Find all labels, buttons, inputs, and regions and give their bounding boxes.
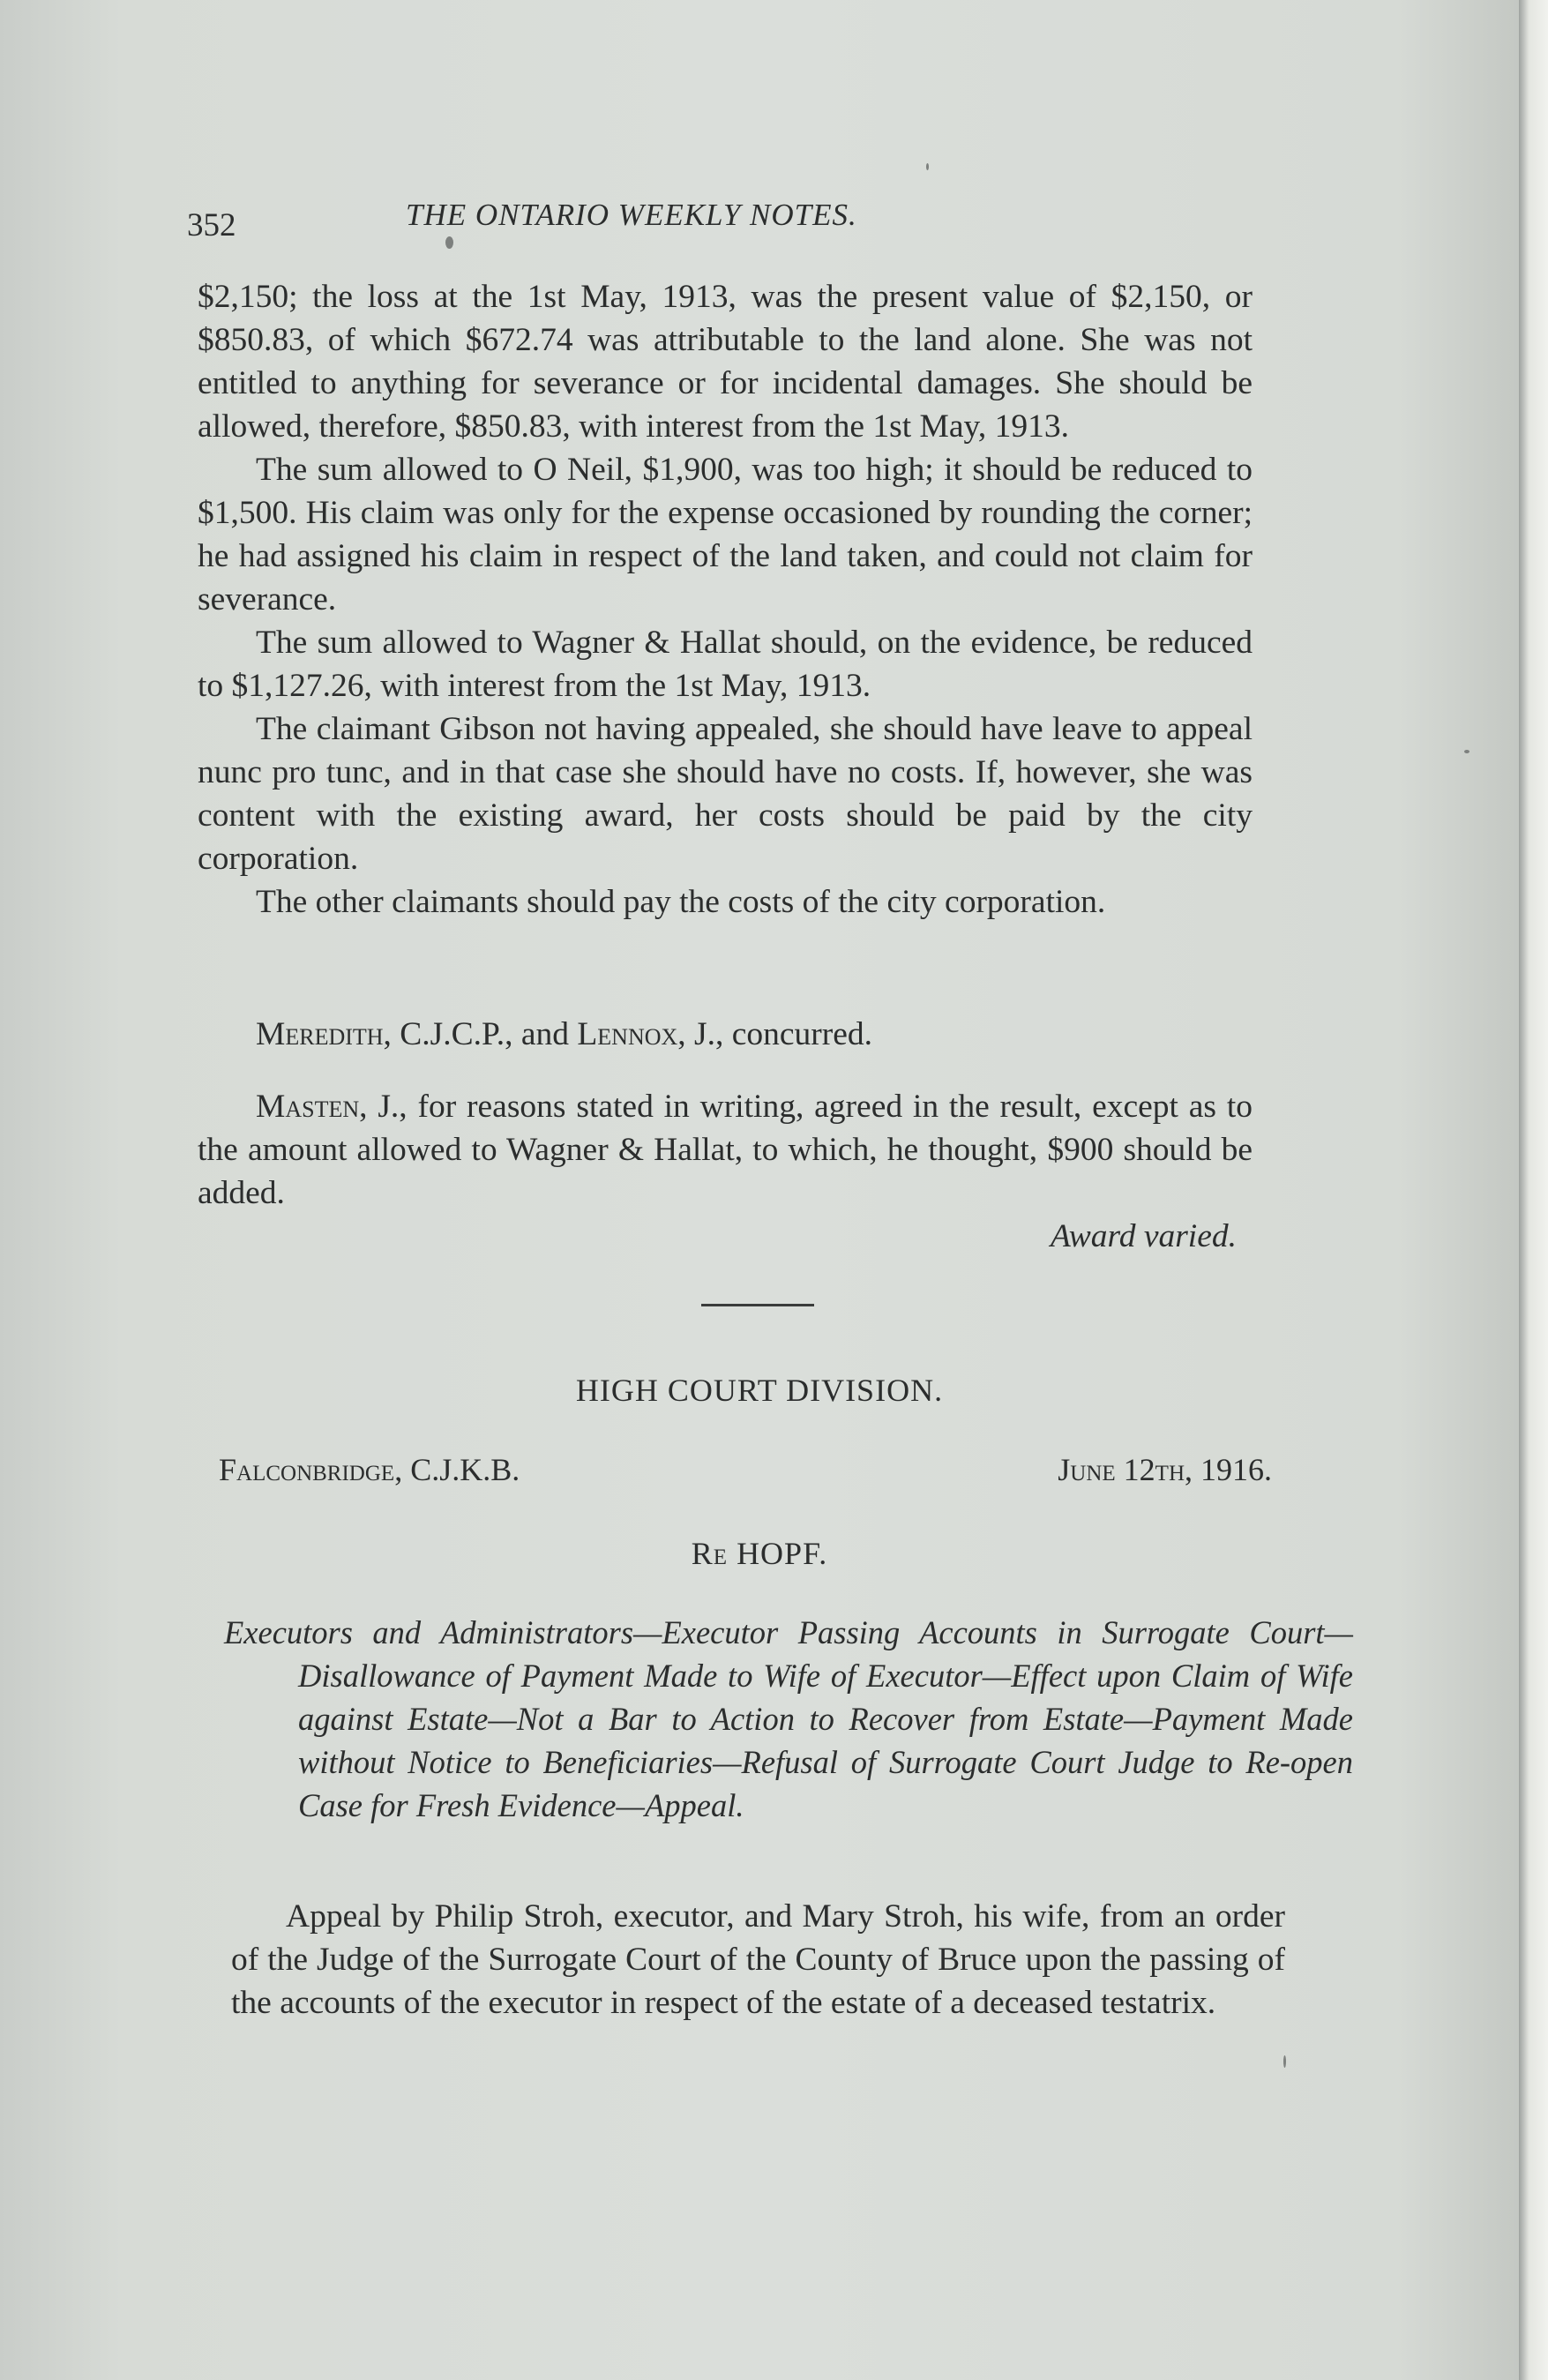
division-title: HIGH COURT DIVISION.	[575, 1373, 944, 1408]
concurrence-block	[198, 1013, 1253, 1056]
concurrence-line	[198, 1013, 1253, 1056]
paragraph: The sum allowed to Wagner & Hallat should, on the evidence, be reduced to $1,127.26, with interest from the 1st May, 1913.	[198, 625, 1253, 704]
ink-speck	[1283, 2055, 1286, 2068]
running-head: THE ONTARIO WEEKLY NOTES.	[406, 198, 857, 232]
masten-block	[198, 1085, 1253, 1258]
ink-speck	[1464, 750, 1469, 753]
appeal-paragraph: Appeal by Philip Stroh, executor, and Mary Stroh, his wife, from an order of the Judge of the Surrogate Court of the County of Bruce upon the passing of the accounts of the executor in respect of the estate of a deceased testatrix.	[231, 1898, 1285, 2021]
judgment-date	[1058, 1451, 1272, 1488]
case-prefix: Re	[691, 1536, 729, 1571]
paragraph: $2,150; the loss at the 1st May, 1913, was the present value of $2,150, or $850.83, of which $672.74 was attributable to the land alone. She was not entitled to anything for severance or for incidental damages. She should be allowed, therefore, $850.83, with interest from the 1st May, 1913.	[198, 279, 1253, 445]
masten-rest: , J., for reasons stated in writing, agreed in the result, except as to the amount allowed to Wagner & Hallat, to which, he thought, $900 should be added.	[198, 1089, 1253, 1211]
headnote: Executors and Administrators—Executor Passing Accounts in Surrogate Court—Disallowance of Payment Made to Wife of Executor—Effect upon Claim of Wife against Estate—Not a Bar to Action to Recover from Estate—Payment Made without Notice to Beneficiaries—Refusal of Surrogate Court Judge to Re-open Case for Fresh Evidence—Appeal.	[224, 1614, 1353, 1823]
masten-paragraph	[198, 1085, 1253, 1215]
paragraph: The sum allowed to O Neil, $1,900, was too high; it should be reduced to $1,500. His claim was only for the expense occasioned by rounding the corner; he had assigned his claim in respect of the land taken, and could not claim for severance.	[198, 452, 1253, 617]
judge-name: Falconbridge	[219, 1452, 395, 1487]
ink-speck	[926, 163, 929, 170]
concurrence-rest: , J., concurred.	[677, 1016, 873, 1052]
ink-speck	[445, 236, 453, 249]
judge-title: , C.J.C.P., and	[383, 1016, 578, 1052]
case-title	[0, 1535, 1519, 1572]
page-header	[187, 198, 1272, 251]
result-line: Award varied.	[1050, 1218, 1237, 1254]
judgment-text	[198, 275, 1253, 924]
page-number: 352	[187, 207, 236, 243]
judge-name: Masten	[256, 1089, 360, 1125]
paragraph: The other claimants should pay the costs of the city corporation.	[256, 884, 1106, 920]
judge-name: Meredith	[256, 1016, 384, 1052]
date-month: June	[1058, 1452, 1116, 1487]
judge-title: , C.J.K.B.	[394, 1452, 520, 1487]
paragraph: The claimant Gibson not having appealed, she should have leave to appeal nunc pro tunc, and in that case she should have no costs. If, however, she was content with the existing award, her costs should be paid by the city corporation.	[198, 711, 1253, 877]
judge-attribution	[219, 1451, 520, 1488]
case-name: HOPF.	[728, 1536, 828, 1571]
section-divider	[701, 1304, 814, 1306]
page-edge	[1519, 0, 1548, 2380]
judge-name: Lennox	[577, 1016, 678, 1052]
date-rest: 12th, 1916.	[1115, 1452, 1272, 1487]
